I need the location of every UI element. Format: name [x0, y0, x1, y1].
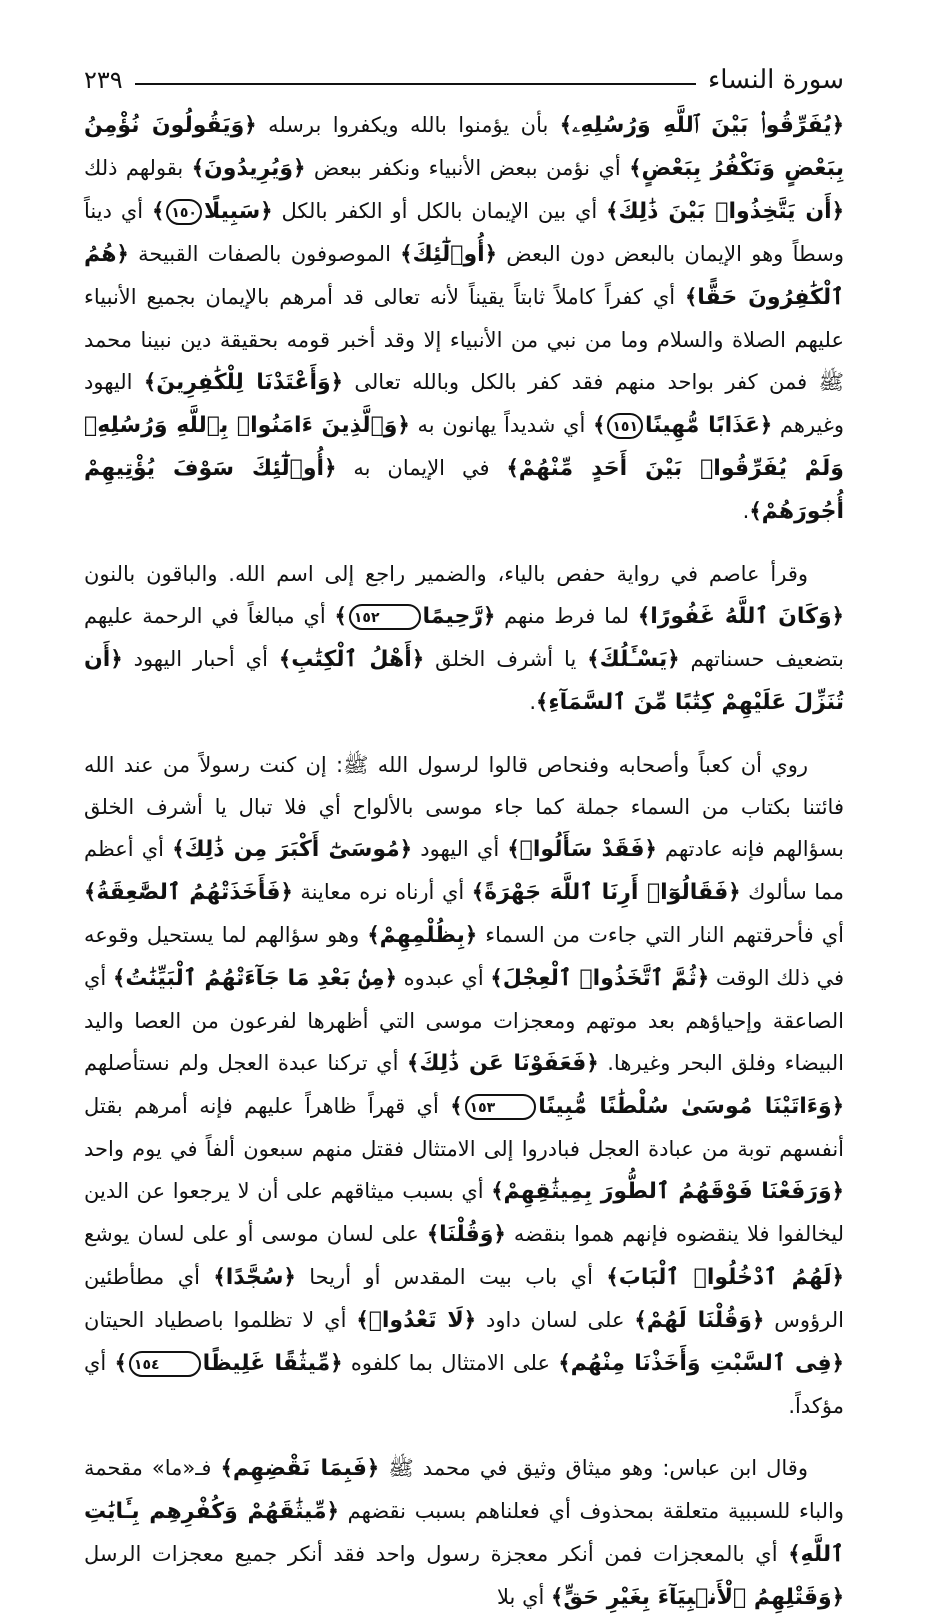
quran-quote: هُمُ ٱلْكَٰفِرُونَ حَقًّا: [84, 242, 844, 310]
quran-quote: فَعَفَوْنَا عَن ذَٰلِكَ: [419, 1051, 587, 1076]
commentary-text: أي باب بيت المقدس أو أريحا: [309, 1265, 593, 1289]
quran-quote: أُو۟لَٰٓئِكَ: [412, 242, 485, 267]
quran-quote: يُفَرِّقُوا۟ بَيْنَ ٱللَّهِ وَرُسُلِهِۦ: [572, 113, 832, 138]
quran-quote: مِّيثَٰقًا غَلِيظًا: [202, 1351, 331, 1376]
commentary-text: فـ«ما» مقحمة والباء للسببية متعلقة بمحذوف أي فعلناهم بسبب نقضهم: [84, 1456, 844, 1523]
header-rule: [135, 83, 696, 85]
paragraph-3: روي أن كعباً وأصحابه وفنحاص قالوا لرسول الله ﷺ: إن كنت رسولاً من عند الله فائتنا بكتاب من السماء جملة كما جاء موسى بالألواح أي فلا تبال يا أشرف الخلق بسؤالهم فإنه عادتهم ﴿فَقَدْ سَأَلُوا۟﴾ أي اليهود ﴿مُوسَىٰٓ أَكْبَرَ مِن ذَٰلِكَ﴾ أي أعظم مما سألوك ﴿فَقَالُوٓا۟ أَرِنَا ٱللَّهَ جَهْرَةً﴾ أي أرناه نره معاينة ﴿فَأَخَذَتْهُمُ ٱلصَّٰعِقَةُ﴾ أي فأحرقتهم النار التي جاءت من السماء ﴿بِظُلْمِهِمْ﴾ وهو سؤالهم لما يستحيل وقوعه في ذلك الوقت ﴿ثُمَّ ٱتَّخَذُوا۟ ٱلْعِجْلَ﴾ أي عبدوه ﴿مِنۢ بَعْدِ مَا جَآءَتْهُمُ ٱلْبَيِّنَٰتُ﴾ أي الصاعقة وإحياؤهم بعد موتهم ومعجزات موسى التي أظهرها لفرعون من العصا واليد البيضاء وفلق البحر وغيرها. ﴿فَعَفَوْنَا عَن ذَٰلِكَ﴾ أي تركنا عبدة العجل ولم نستأصلهم ﴿وَءَاتَيْنَا مُوسَىٰ سُلْطَٰنًا مُّبِينًا١٥٣﴾ أي قهراً ظاهراً عليهم فإنه أمرهم بقتل أنفسهم توبة من عبادة العجل فبادروا إلى الامتثال فقتل منهم سبعون ألفاً في يوم واحد ﴿وَرَفَعْنَا فَوْقَهُمُ ٱلطُّورَ بِمِيثَٰقِهِمْ﴾ أي بسبب ميثاقهم على أن لا يرجعوا عن الدين ليخالفوا فلا ينقضوه فإنهم هموا بنقضه ﴿وَقُلْنَا﴾ على لسان موسى أو على لسان يوشع ﴿لَهُمُ ٱدْخُلُوا۟ ٱلْبَابَ﴾ أي باب بيت المقدس أو أريحا ﴿سُجَّدًا﴾ أي مطأطئين الرؤوس ﴿وَقُلْنَا لَهُمْ﴾ على لسان داود ﴿لَا تَعْدُوا۟﴾ أي لا تظلموا باصطياد الحيتان ﴿فِى ٱلسَّبْتِ وَأَخَذْنَا مِنْهُم﴾ على الامتثال بما كلفوه ﴿مِّيثَٰقًا غَلِيظًا١٥٤﴾ أي مؤكداً.: [84, 753, 845, 1418]
quran-quote: سُجَّدًا: [225, 1265, 284, 1290]
commentary-text: أي أعظم مما سألوك: [84, 837, 845, 904]
quran-quote: عَذَابًا مُّهِينًا: [645, 413, 760, 438]
ayah-number-marker: ١٥٢: [349, 604, 421, 630]
paragraph-1: ﴿يُفَرِّقُوا۟ بَيْنَ ٱللَّهِ وَرُسُلِهِۦ﴾ بأن يؤمنوا بالله ويكفروا برسله ﴿وَيَقُولُونَ نُؤْمِنُ بِبَعْضٍ وَنَكْفُرُ بِبَعْضٍ﴾ أي نؤمن ببعض الأنبياء ونكفر ببعض ﴿وَيُرِيدُونَ﴾ بقولهم ذلك ﴿أَن يَتَّخِذُوا۟ بَيْنَ ذَٰلِكَ﴾ أي بين الإيمان بالكل أو الكفر بالكل ﴿سَبِيلًا١٥٠﴾ أي ديناً وسطاً وهو الإيمان بالبعض دون البعض ﴿أُو۟لَٰٓئِكَ﴾ الموصوفون بالصفات القبيحة ﴿هُمُ ٱلْكَٰفِرُونَ حَقًّا﴾ أي كفراً كاملاً ثابتاً يقيناً لأنه تعالى قد أمرهم بالإيمان بجميع الأنبياء عليهم الصلاة والسلام وما من نبي من الأنبياء إلا وقد أخبر قومه بحقيقة دين نبينا محمد ﷺ فمن كفر بواحد منهم فقد كفر بالكل وبالله تعالى ﴿وَأَعْتَدْنَا لِلْكَٰفِرِينَ﴾ اليهود وغيرهم ﴿عَذَابًا مُّهِينًا١٥١﴾ أي شديداً يهانون به ﴿وَٱلَّذِينَ ءَامَنُوا۟ بِٱللَّهِ وَرُسُلِهِۦ وَلَمْ يُفَرِّقُوا۟ بَيْنَ أَحَدٍ مِّنْهُمْ﴾ في الإيمان به ﴿أُو۟لَٰٓئِكَ سَوْفَ يُؤْتِيهِمْ أُجُورَهُمْ﴾.: [84, 113, 845, 524]
commentary-text: أي نؤمن ببعض الأنبياء ونكفر ببعض: [313, 156, 621, 180]
quran-quote: بِظُلْمِهِمْ: [379, 923, 465, 948]
commentary-text: أي أحبار اليهود: [133, 647, 268, 671]
commentary-text: أي بلا: [497, 1585, 545, 1609]
quran-quote: فَبِمَا نَقْضِهِم: [232, 1456, 367, 1481]
commentary-text: على الامتثال بما كلفوه: [350, 1351, 550, 1375]
quran-quote: أَهْلُ ٱلْكِتَٰبِ: [291, 647, 412, 672]
quran-quote: وَقُلْنَا: [439, 1222, 494, 1247]
quran-quote: فِى ٱلسَّبْتِ وَأَخَذْنَا مِنْهُم: [570, 1351, 832, 1376]
quran-quote: وَيُرِيدُونَ: [204, 156, 294, 181]
quran-quote: وَيَقُولُونَ نُؤْمِنُ بِبَعْضٍ وَنَكْفُرُ بِبَعْضٍ: [84, 113, 844, 181]
quran-quote: فَقَالُوٓا۟ أَرِنَا ٱللَّهَ جَهْرَةً: [484, 880, 729, 905]
commentary-text: لما فرط منهم: [504, 604, 630, 628]
commentary-text: وقرأ عاصم في رواية حفص بالياء، والضمير راجع إلى اسم الله. والباقون بالنون: [84, 562, 808, 586]
commentary-text: أي شديداً يهانون به: [417, 413, 586, 437]
commentary-text: في الإيمان به: [353, 456, 490, 480]
commentary-text: اليهود وغيرهم: [84, 370, 845, 437]
commentary-text: أي اليهود: [420, 837, 500, 861]
commentary-text: أي تركنا عبدة العجل ولم نستأصلهم: [84, 1051, 399, 1075]
quran-quote: مِّيثَٰقَهُمْ وَكُفْرِهِم بِـَٔايَٰتِ ٱللَّهِ: [84, 1499, 844, 1567]
quran-quote: وَأَعْتَدْنَا لِلْكَٰفِرِينَ: [156, 370, 331, 395]
quran-quote: مِنۢ بَعْدِ مَا جَآءَتْهُمُ ٱلْبَيِّنَٰتُ: [125, 966, 385, 991]
page-number: ٢٣٩: [84, 66, 123, 94]
commentary-text: أي مبالغاً في الرحمة عليهم بتضعيف حسناتهم: [84, 604, 845, 671]
commentary-text: أي عبدوه: [403, 966, 484, 990]
quran-quote: مُوسَىٰٓ أَكْبَرَ مِن ذَٰلِكَ: [184, 837, 400, 862]
quran-quote: وَٱلَّذِينَ ءَامَنُوا۟ بِٱللَّهِ وَرُسُلِهِۦ وَلَمْ يُفَرِّقُوا۟ بَيْنَ أَحَدٍ مِّنْهُمْ: [84, 413, 844, 481]
quran-quote: رَّحِيمًا: [422, 604, 484, 629]
quran-quote: سَبِيلًا: [203, 199, 261, 224]
quran-quote: وَرَفَعْنَا فَوْقَهُمُ ٱلطُّورَ بِمِيثَٰقِهِمْ: [503, 1179, 832, 1204]
commentary-text: أي بالمعجزات فمن أنكر معجزة رسول واحد فقد أنكر جميع معجزات الرسل: [84, 1542, 778, 1566]
commentary-text: أي ديناً وسطاً وهو الإيمان بالبعض دون البعض: [84, 199, 844, 266]
quran-quote: يَسْـَٔلُكَ: [599, 647, 668, 672]
ayah-number-marker: ١٥١: [607, 413, 643, 439]
quran-quote: أُو۟لَٰٓئِكَ سَوْفَ يُؤْتِيهِمْ أُجُورَهُمْ: [84, 456, 844, 524]
commentary-text: وقال ابن عباس: وهو ميثاق وثيق في محمد ﷺ: [388, 1456, 808, 1480]
commentary-text: الموصوفون بالصفات القبيحة: [138, 242, 391, 266]
quran-quote: وَقُلْنَا لَهُمْ: [646, 1308, 752, 1333]
commentary-text: أي مطأطئين الرؤوس: [84, 1265, 844, 1332]
ayah-number-marker: ١٥٠: [166, 199, 202, 225]
quran-quote: وَقَتْلِهِمُ ٱلْأَنۢبِيَآءَ بِغَيْرِ حَقٍّ: [563, 1585, 832, 1610]
ayah-number-marker: ١٥٣: [465, 1094, 537, 1120]
quran-quote: لَا تَعْدُوا۟: [368, 1308, 464, 1333]
quran-quote: أَن يَتَّخِذُوا۟ بَيْنَ ذَٰلِكَ: [618, 199, 832, 224]
commentary-text: أي فأحرقتهم النار التي جاءت من السماء: [485, 923, 844, 947]
commentary-text: وهو سؤالهم لما يستحيل وقوعه في ذلك الوقت: [84, 923, 844, 990]
commentary-text: بأن يؤمنوا بالله ويكفروا برسله: [268, 113, 549, 137]
ayah-number-marker: ١٥٤: [129, 1351, 201, 1377]
commentary-text: أي لا تظلموا باصطياد الحيتان: [84, 1308, 347, 1332]
quran-quote: وَءَاتَيْنَا مُوسَىٰ سُلْطَٰنًا مُّبِينًا: [538, 1094, 832, 1119]
commentary-text: روي أن كعباً وأصحابه وفنحاص قالوا لرسول الله ﷺ: إن كنت رسولاً من عند الله فائتنا بكتاب من السماء جملة كما جاء موسى بالألواح أي فلا تبال يا أشرف الخلق بسؤالهم فإنه عادتهم: [84, 753, 844, 861]
page-body: [84, 104, 844, 1619]
quran-quote: فَأَخَذَتْهُمُ ٱلصَّٰعِقَةُ: [96, 880, 281, 905]
commentary-text: على لسان داود: [486, 1308, 625, 1332]
surah-title: سورة النساء: [708, 65, 844, 95]
paragraph-2: وقرأ عاصم في رواية حفص بالياء، والضمير راجع إلى اسم الله. والباقون بالنون ﴿وَكَانَ ٱللَّهُ غَفُورًا﴾ لما فرط منهم ﴿رَّحِيمًا١٥٢﴾ أي مبالغاً في الرحمة عليهم بتضعيف حسناتهم ﴿يَسْـَٔلُكَ﴾ يا أشرف الخلق ﴿أَهْلُ ٱلْكِتَٰبِ﴾ أي أحبار اليهود ﴿أَن تُنَزِّلَ عَلَيْهِمْ كِتَٰبًا مِّنَ ٱلسَّمَآءِ﴾.: [84, 562, 845, 715]
commentary-text: .: [529, 690, 537, 714]
commentary-text: أي قهراً ظاهراً عليهم فإنه أمرهم بقتل أنفسهم توبة من عبادة العجل فبادروا إلى الامتثال فقتل منهم سبعون ألفاً في يوم واحد: [84, 1094, 844, 1161]
commentary-text: بقولهم ذلك: [84, 156, 184, 180]
commentary-text: على لسان موسى أو على لسان يوشع: [84, 1222, 419, 1246]
commentary-text: أي أرناه نره معاينة: [300, 880, 465, 904]
quran-quote: فَقَدْ سَأَلُوا۟: [519, 837, 645, 862]
commentary-text: أي الصاعقة وإحياؤهم بعد موتهم ومعجزات موسى التي أظهرها لفرعون من العصا واليد البيضاء وفلق البحر وغيرها.: [84, 966, 844, 1075]
commentary-text: أي كفراً كاملاً ثابتاً يقيناً لأنه تعالى قد أمرهم بالإيمان بجميع الأنبياء عليهم الصلاة والسلام وما من نبي من الأنبياء إلا وقد أخبر قومه بحقيقة دين نبينا محمد ﷺ فمن كفر بواحد منهم فقد كفر بالكل وبالله تعالى: [84, 285, 844, 394]
paragraph-4: وقال ابن عباس: وهو ميثاق وثيق في محمد ﷺ ﴿فَبِمَا نَقْضِهِم﴾ فـ«ما» مقحمة والباء للسببية متعلقة بمحذوف أي فعلناهم بسبب نقضهم ﴿مِّيثَٰقَهُمْ وَكُفْرِهِم بِـَٔايَٰتِ ٱللَّهِ﴾ أي بالمعجزات فمن أنكر معجزة رسول واحد فقد أنكر جميع معجزات الرسل ﴿وَقَتْلِهِمُ ٱلْأَنۢبِيَآءَ بِغَيْرِ حَقٍّ﴾ أي بلا: [84, 1456, 844, 1610]
quran-quote: ثُمَّ ٱتَّخَذُوا۟ ٱلْعِجْلَ: [502, 966, 697, 991]
commentary-text: يا أشرف الخلق: [435, 647, 577, 671]
commentary-text: أي بسبب ميثاقهم على أن لا يرجعوا عن الدين ليخالفوا فلا ينقضوه فإنهم هموا بنقضه: [84, 1179, 844, 1246]
commentary-text: أي مؤكداً.: [84, 1351, 844, 1418]
commentary-text: .: [742, 499, 750, 523]
page-header: [84, 60, 844, 100]
commentary-text: أي بين الإيمان بالكل أو الكفر بالكل: [281, 199, 598, 223]
quran-quote: لَهُمُ ٱدْخُلُوا۟ ٱلْبَابَ: [618, 1265, 832, 1290]
quran-quote: وَكَانَ ٱللَّهُ غَفُورًا: [650, 604, 832, 629]
quran-quote: أَن تُنَزِّلَ عَلَيْهِمْ كِتَٰبًا مِّنَ ٱلسَّمَآءِ: [84, 647, 844, 715]
